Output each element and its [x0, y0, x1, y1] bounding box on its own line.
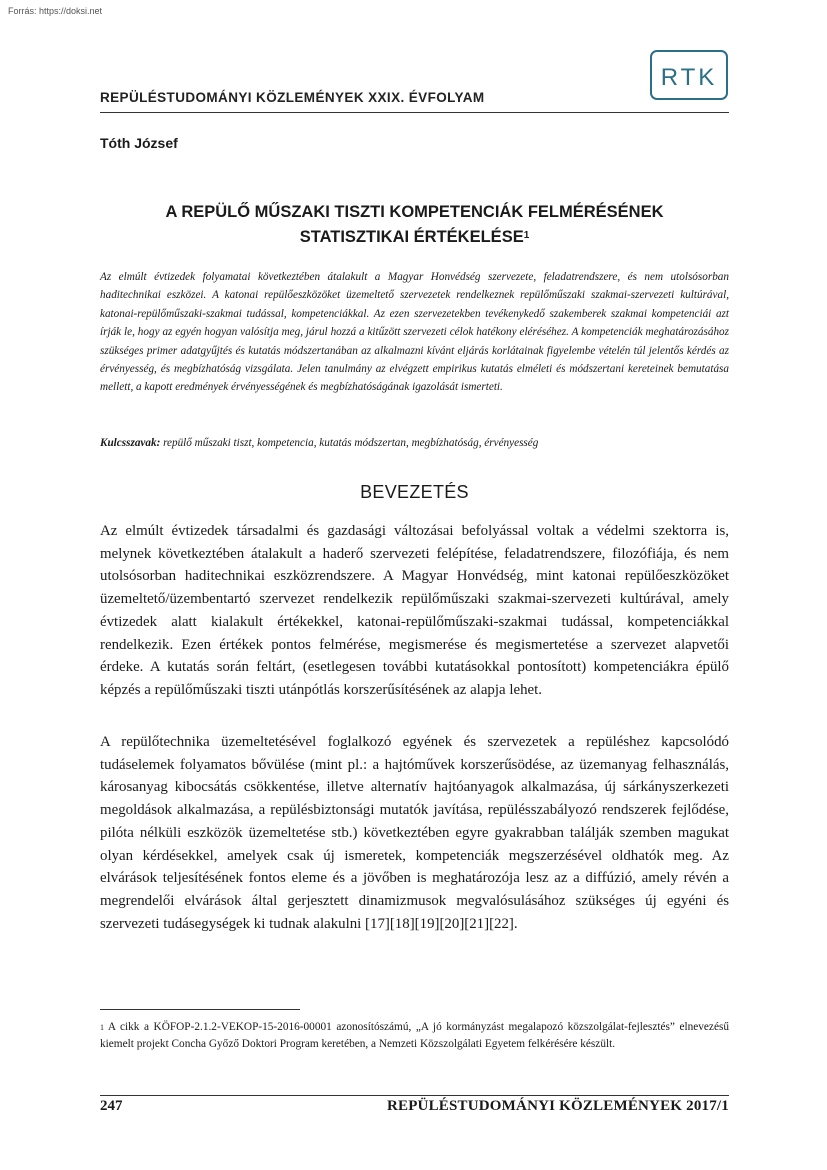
title-line-2-text: STATISZTIKAI ÉRTÉKELÉSE	[299, 228, 524, 246]
page-number: 247	[100, 1098, 123, 1114]
footnote-rule	[100, 1009, 300, 1010]
section-heading: BEVEZETÉS	[360, 482, 469, 502]
keywords-text: repülő műszaki tiszt, kompetencia, kutatás módszertan, megbízhatóság, érvényesség	[163, 437, 539, 449]
title-line-2	[100, 225, 729, 250]
footer-journal: REPÜLÉSTUDOMÁNYI KÖZLEMÉNYEK 2017/1	[386, 1098, 729, 1114]
article-title	[100, 200, 729, 250]
abstract: Az elmúlt évtizedek folyamatai következtében átalakult a Magyar Honvédség szervezete, feladatrendszere, és nem utolsósorban haditechnikai eszközei. A katonai repülőeszközöket üzemeltető szervezetek rendelkeznek repülőműszaki szakmai-szervezeti kultúrával, katonai-repülőműszaki-szakmai tudással, kompetenciákkal. Az ezen szervezetekben tevékenykedő szakemberek szakmai kompetenciái azt írják le, hogy az egyén hogyan valósítja meg, járul hozzá a kitűzött szervezeti célok hatékony eléréséhez. A kompetenciák meghatározásához szükséges primer adatgyűjtés és kutatás módszertanában az alkalmazni kívánt eljárás korlátainak figyelembe vételén túl jelentős kérdés az érvényesség, és megbízhatóság vizsgálata. Jelen tanulmány az elvégzett empirikus kutatás elméleti és módszertani kereteinek bemutatása mellett, a kapott eredmények érvényességének és megbízhatóságának igazolását ismerteti.	[100, 271, 729, 394]
journal-header: REPÜLÉSTUDOMÁNYI KÖZLEMÉNYEK XXIX. ÉVFOLYAM	[100, 90, 485, 105]
footer-rule	[100, 1095, 729, 1096]
footnote-mark: 1	[100, 1023, 104, 1032]
rtk-logo	[650, 50, 728, 100]
logo-text: RTK	[660, 64, 718, 91]
title-footnote-mark: 1	[523, 230, 530, 241]
header-rule	[100, 112, 729, 113]
title-line-1: A REPÜLŐ MŰSZAKI TISZTI KOMPETENCIÁK FELMÉRÉSÉNEK	[165, 203, 664, 221]
keywords-label: Kulcsszavak:	[100, 437, 161, 449]
author-name: Tóth József	[100, 135, 178, 151]
body-paragraph-2: A repülőtechnika üzemeltetésével foglalkozó egyének és szervezetek a repüléshez kapcsolódó tudáselemek folyamatos bővülése (mint pl.: a hajtóművek korszerűsödése, az üzemanyag felhasználás, károsanyag kibocsátás csökkentése, illetve alternatív hajtóanyagok alkalmazása, új sárkányszerkezeti megoldások alkalmazása, a repülésbiztonsági mutatók javítása, repülésszabályozó rendszerek fejlődése, pilóta nélküli eszközök üzemeltetése stb.) következtében egyre gyakrabban találják szemben magukat olyan kérdésekkel, amelyek csak új ismeretek, kompetenciák megszerzésével oldhatók meg. Az elvárások teljesítésének fontos eleme és a jövőben is meghatározója lesz az a diffúzió, amely révén a megrendelői elvárások által gerjesztett dinamizmusok megvalósulásához szükséges új egyéni és szervezeti tudásegységek ki tudnak alakulni [17][18][19][20][21][22].	[100, 734, 729, 932]
source-note: Forrás: https://doksi.net	[8, 6, 103, 16]
footnote	[100, 1019, 729, 1053]
footnote-text: A cikk a KÖFOP-2.1.2-VEKOP-15-2016-00001 azonosítószámú, „A jó kormányzást megalapozó közszolgálat-fejlesztés” elnevezésű kiemelt projekt Concha Győző Doktori Program keretében, a Nemzeti Közszolgálati Egyetem felkérésére készült.	[100, 1021, 729, 1050]
body-paragraph-1: Az elmúlt évtizedek társadalmi és gazdasági változásai befolyással voltak a védelmi szektorra is, melynek következtében átalakult a haderő szervezeti felépítése, feladatrendszere, filozófiája, és nem utolsósorban haditechnikai eszközrendszere. A Magyar Honvédség, mint katonai repülőeszközöket üzemeltető/üzembentartó szervezet rendelkezik repülőműszaki szakmai-szervezeti kultúrával, amely évtizedek alatt kialakult értékekkel, katonai-repülőműszaki-szakmai tudással, kompetenciákkal rendelkezik. Ezen értékek pontos felmérése, megismerése és megismertetése a szervezet alapvetői érdeke. A kutatás során feltárt, (esetlegesen további kutatásokkal pontosított) kompetenciákra épülő képzés a repülőműszaki tiszti utánpótlás korszerűsítésének az alapja lehet.	[100, 523, 729, 698]
keywords	[100, 437, 729, 449]
